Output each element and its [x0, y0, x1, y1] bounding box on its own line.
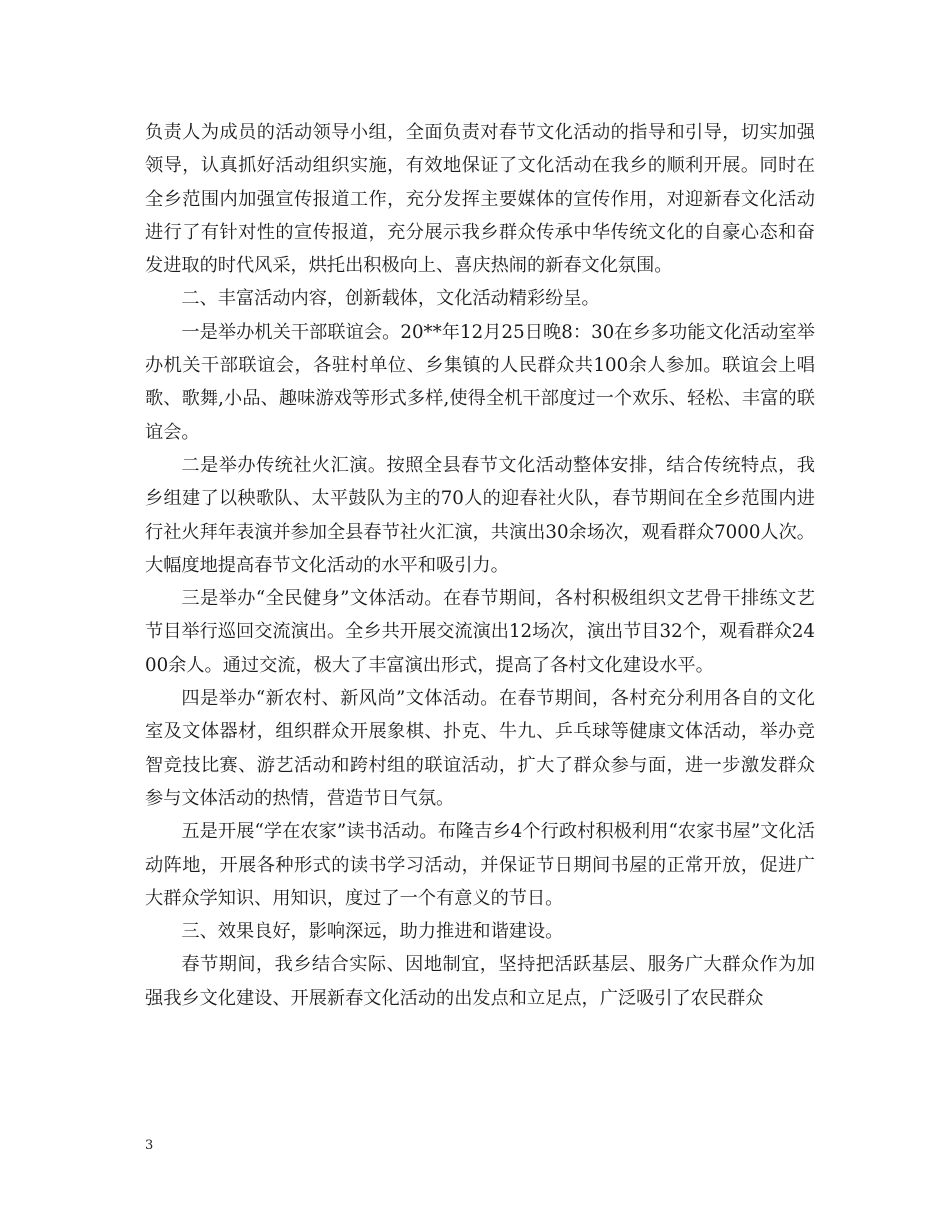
page-number: 3	[145, 1138, 154, 1153]
paragraph-1: 负责人为成员的活动领导小组，全面负责对春节文化活动的指导和引导，切实加强领导，认真抓好活动组织实施，有效地保证了文化活动在我乡的顺利开展。同时在全乡范围内加强宣传报道工作，充分发挥主要媒体的宣传作用，对迎新春文化活动进行了有针对性的宣传报道，充分展示我乡群众传承中华传统文化的自豪心态和奋发进取的时代风采，烘托出积极向上、喜庆热闹的新春文化氛围。	[145, 122, 815, 277]
paragraph-3: 一是举办机关干部联谊会。20**年12月25日晚8：30在乡多功能文化活动室举办机关干部联谊会，各驻村单位、乡集镇的人民群众共100余人参加。联谊会上唱歌、歌舞,小品、趣味游戏等形式多样,使得全机干部度过一个欢乐、轻松、丰富的联谊会。	[145, 321, 815, 443]
paragraph-7: 五是开展“学在农家”读书活动。布隆吉乡4个行政村积极利用“农家书屋”文化活动阵地，开展各种形式的读书学习活动，并保证节日期间书屋的正常开放，促进广大群众学知识、用知识，度过了一个有意义的节日。	[145, 821, 815, 909]
paragraph-8-heading: 三、效果良好，影响深远，助力推进和谐建设。	[181, 921, 564, 943]
paragraph-4: 二是举办传统社火汇演。按照全县春节文化活动整体安排，结合传统特点，我乡组建了以秧歌队、太平鼓队为主的70人的迎春社火队，春节期间在全乡范围内进行社火拜年表演并参加全县春节社火汇演，共演出30余场次，观看群众7000人次。大幅度地提高春节文化活动的水平和吸引力。	[145, 454, 815, 576]
paragraph-2-heading: 二、丰富活动内容，创新载体，文化活动精彩纷呈。	[181, 288, 600, 310]
paragraph-5: 三是举办“全民健身”文体活动。在春节期间，各村积极组织文艺骨干排练文艺节目举行巡回交流演出。全乡共开展交流演出12场次，演出节目32个，观看群众2400余人。通过交流，极大了丰富演出形式，提高了各村文化建设水平。	[145, 588, 815, 676]
paragraph-9: 春节期间，我乡结合实际、因地制宜，坚持把活跃基层、服务广大群众作为加强我乡文化建设、开展新春文化活动的出发点和立足点，广泛吸引了农民群众	[145, 954, 815, 1009]
paragraph-6: 四是举办“新农村、新风尚”文体活动。在春节期间，各村充分利用各自的文化室及文体器材，组织群众开展象棋、扑克、牛九、乒乓球等健康文体活动，举办竞智竞技比赛、游艺活动和跨村组的联谊活动，扩大了群众参与面，进一步激发群众参与文体活动的热情，营造节日气氛。	[145, 688, 815, 809]
document-body	[145, 116, 815, 1015]
